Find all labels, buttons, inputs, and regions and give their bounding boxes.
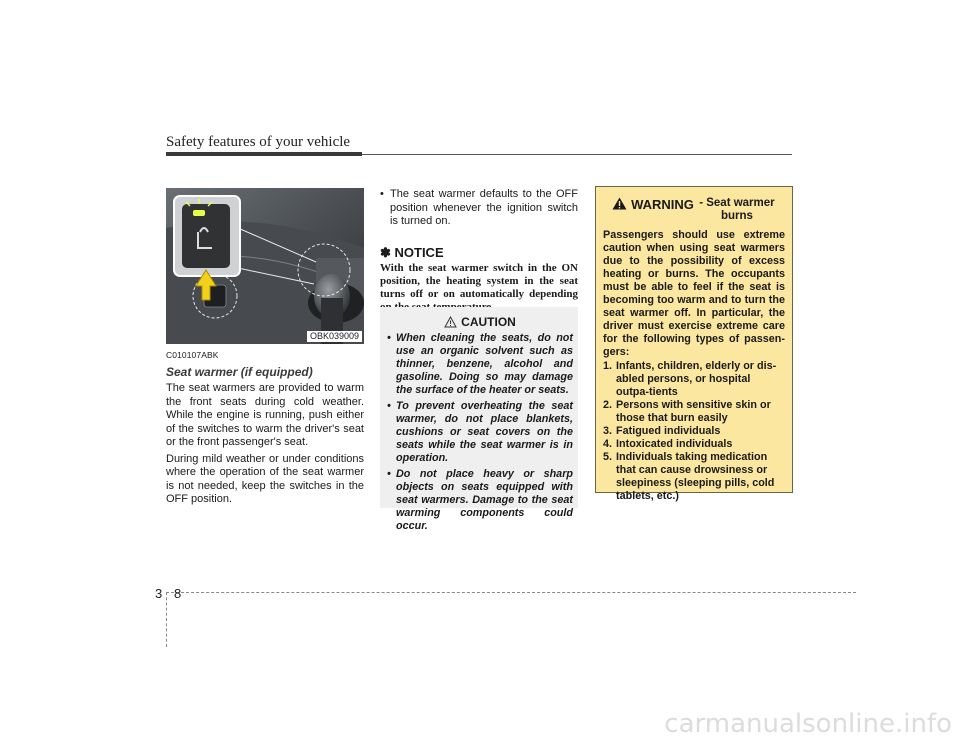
footer-rule (166, 592, 856, 593)
section-title: Seat warmer (if equipped) (166, 364, 313, 379)
list-item (380, 188, 578, 229)
footer-vertical-rule (166, 592, 167, 647)
warning-box (595, 186, 793, 502)
list-number: 4. (603, 438, 613, 450)
list-number: 3. (603, 425, 613, 437)
caution-header (387, 315, 573, 329)
caution-item-text: When cleaning the seats, do not use an organic solvent such as thinner, benzene, alcohol and gasoline. Doing so may damage the surface of the heater or seats. (396, 332, 573, 396)
warning-text: Passengers should use extreme caution when using seat warmers due to the possibility of excess heating or burns. The occupants must be able to feel if the seat is becoming too warm and to turn the seat warmer off. In particular, the driver must exercise extreme care for the following types of passen-gers: (603, 229, 785, 358)
list-text: Intoxicated individuals (616, 438, 733, 450)
list-text: Fatigued individuals (616, 425, 721, 437)
seat-warmer-photo (166, 188, 364, 344)
caution-title: CAUTION (461, 315, 516, 329)
caution-box (380, 307, 578, 532)
list-number: 1. (603, 360, 613, 372)
list-number: 5. (603, 451, 613, 463)
page-header-title: Safety features of your vehicle (166, 134, 351, 150)
bullet-marker: • (387, 400, 391, 412)
section-paragraph: During mild weather or under conditions where the operation of the seat warmer is not needed, keep the switches in the OFF position. (166, 452, 364, 505)
column-middle (380, 188, 578, 314)
list-item (603, 425, 785, 438)
list-item (603, 399, 785, 425)
list-text: Infants, children, elderly or dis-abled persons, or hospital outpa-tients (616, 360, 777, 398)
bullet-text: The seat warmer defaults to the OFF position whenever the ignition switch is turned on. (390, 188, 578, 227)
caution-item (387, 400, 573, 465)
warning-subtitle: - Seat warmer burns (699, 197, 775, 222)
list-number: 2. (603, 399, 613, 411)
page-number: 8 (174, 586, 182, 601)
warning-triangle-icon (612, 197, 627, 210)
caution-item (387, 468, 573, 533)
seat-warmer-illustration (166, 188, 364, 344)
list-text: Individuals taking medication that can cause drowsiness or sleepiness (sleeping pills, cold tablets, etc.) (616, 451, 775, 502)
bullet-marker: • (387, 332, 391, 344)
caution-triangle-icon (444, 316, 457, 328)
header-rule-thin (362, 154, 792, 155)
figure-code: OBK039009 (307, 331, 362, 342)
header-rule-thick (166, 152, 362, 156)
caution-item (387, 332, 573, 397)
warning-title: WARNING (631, 197, 694, 212)
list-item (603, 451, 785, 503)
bullet-marker: • (387, 468, 391, 480)
list-item (603, 360, 785, 399)
notice-text: With the seat warmer switch in the ON position, the heating system in the seat turns off or on automatically depending (380, 262, 578, 300)
caution-item-text: Do not place heavy or sharp objects on seats equipped with seat warmers. Damage to the seat warming components could occur. (396, 468, 573, 532)
bullet-marker: • (380, 188, 384, 200)
warning-list (603, 360, 785, 503)
section-code: C010107ABK (166, 350, 219, 360)
list-text: Persons with sensitive skin or those that burn easily (616, 399, 771, 424)
watermark: carmanualsonline.info (664, 709, 952, 739)
list-item (603, 438, 785, 451)
column-left (166, 188, 364, 507)
notice-title: ✽ NOTICE (380, 244, 444, 260)
caution-item-text: To prevent overheating the seat warmer, do not place blankets, cushions or seat covers on the seats while the seat warmer is in operation. (396, 400, 573, 464)
chapter-number: 3 (155, 586, 163, 601)
section-paragraph: The seat warmers are provided to warm the front seats during cold weather. While the engine is running, push either of the switches to warm the driver's seat or the front passenger's seat. (166, 382, 364, 448)
warning-header (603, 197, 785, 223)
